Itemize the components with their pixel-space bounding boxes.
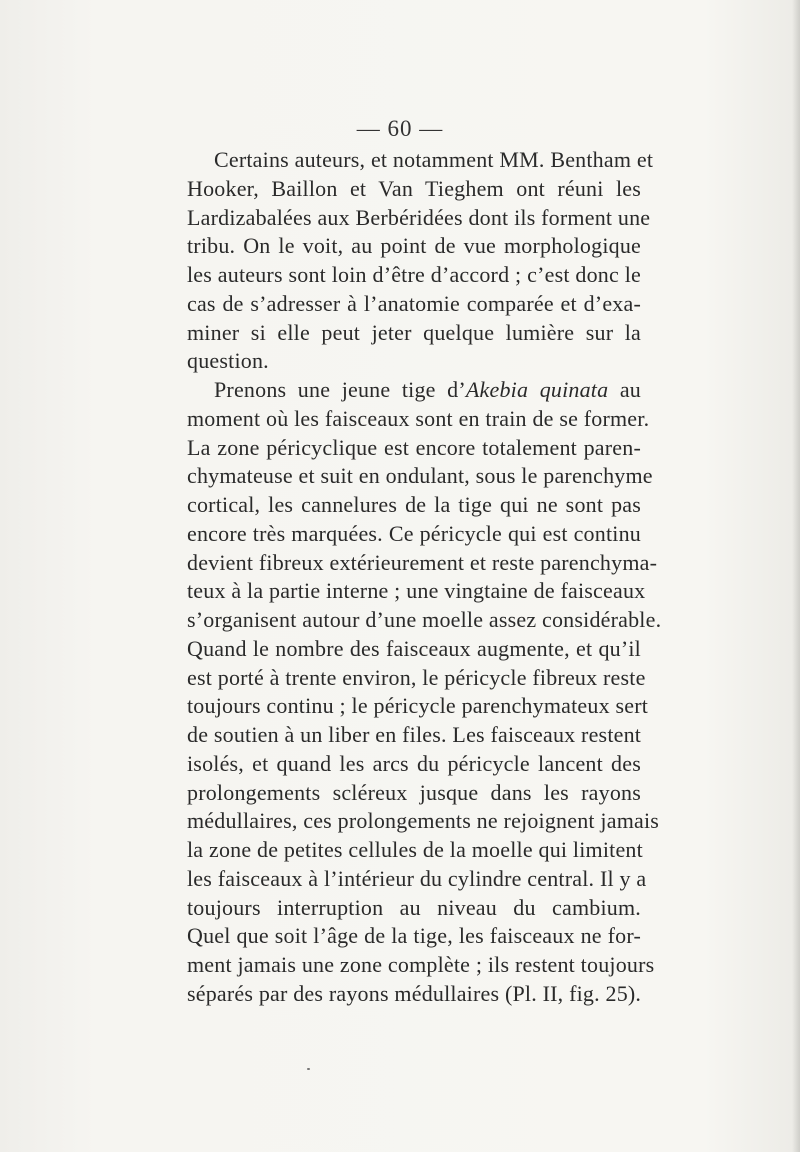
text-line: s’organisent autour d’une moelle assez considérable.: [187, 607, 662, 632]
text-line: tribu. On le voit, au point de vue morphologique: [187, 233, 641, 259]
text-fragment: au: [608, 377, 642, 402]
text-line: cortical, les cannelures de la tige qui ne sont pas: [187, 492, 641, 517]
text-line: Quand le nombre des faisceaux augmente, et qu’il: [187, 635, 641, 661]
paper-speck: [307, 1068, 310, 1070]
text-line: Hooker, Baillon et Van Tieghem ont réuni les: [187, 175, 641, 201]
text-line: La zone péricyclique est encore totalement paren-: [187, 434, 641, 460]
species-name-italic: Akebia quinata: [465, 377, 609, 402]
page-number: — 60 —: [356, 116, 444, 141]
text-line: est porté à trente environ, le péricycle fibreux reste: [187, 664, 646, 690]
text-line: encore très marquées. Ce péricycle qui est continu: [187, 520, 641, 546]
text-line: teux à la partie interne ; une vingtaine de faisceaux: [187, 578, 646, 604]
text-line: les auteurs sont loin d’être d’accord ; c’est donc le: [187, 262, 641, 287]
text-line: cas de s’adresser à l’anatomie comparée et d’exa-: [187, 290, 641, 316]
text-line: toujours continu ; le péricycle parenchymateux sert: [187, 693, 649, 719]
text-line: médullaires, ces prolongements ne rejoignent jamais: [187, 808, 660, 834]
text-line: Quel que soit l’âge de la tige, les faisceaux ne for-: [187, 923, 641, 949]
text-line: Certains auteurs, et notamment MM. Bentham et: [214, 147, 654, 172]
text-line: isolés, et quand les arcs du péricycle lancent des: [187, 750, 641, 776]
body-text: [187, 146, 662, 1009]
text-line: devient fibreux extérieurement et reste parenchyma-: [187, 549, 658, 575]
text-line: moment où les faisceaux sont en train de se former.: [187, 405, 650, 431]
text-line: séparés par des rayons médullaires (Pl. II, fig. 25).: [187, 980, 642, 1006]
page-edge-shadow: [792, 0, 800, 1152]
text-line: ment jamais une zone complète ; ils restent toujours: [187, 952, 655, 977]
text-line: chymateuse et suit en ondulant, sous le parenchyme: [187, 463, 653, 489]
text-line: miner si elle peut jeter quelque lumière sur la: [187, 319, 641, 345]
text-line: Lardizabalées aux Berbéridées dont ils forment une: [187, 204, 651, 230]
text-fragment: Prenons une jeune tige d’: [214, 377, 466, 402]
text-line: les faisceaux à l’intérieur du cylindre central. Il y a: [187, 865, 647, 891]
text-line-with-italic: [187, 376, 641, 405]
text-line: question.: [187, 348, 269, 374]
text-line: toujours interruption au niveau du cambium.: [187, 894, 641, 920]
text-line: de soutien à un liber en files. Les faisceaux restent: [187, 722, 642, 747]
text-line: prolongements scléreux jusque dans les rayons: [187, 779, 641, 805]
text-line: la zone de petites cellules de la moelle qui limitent: [187, 837, 643, 862]
